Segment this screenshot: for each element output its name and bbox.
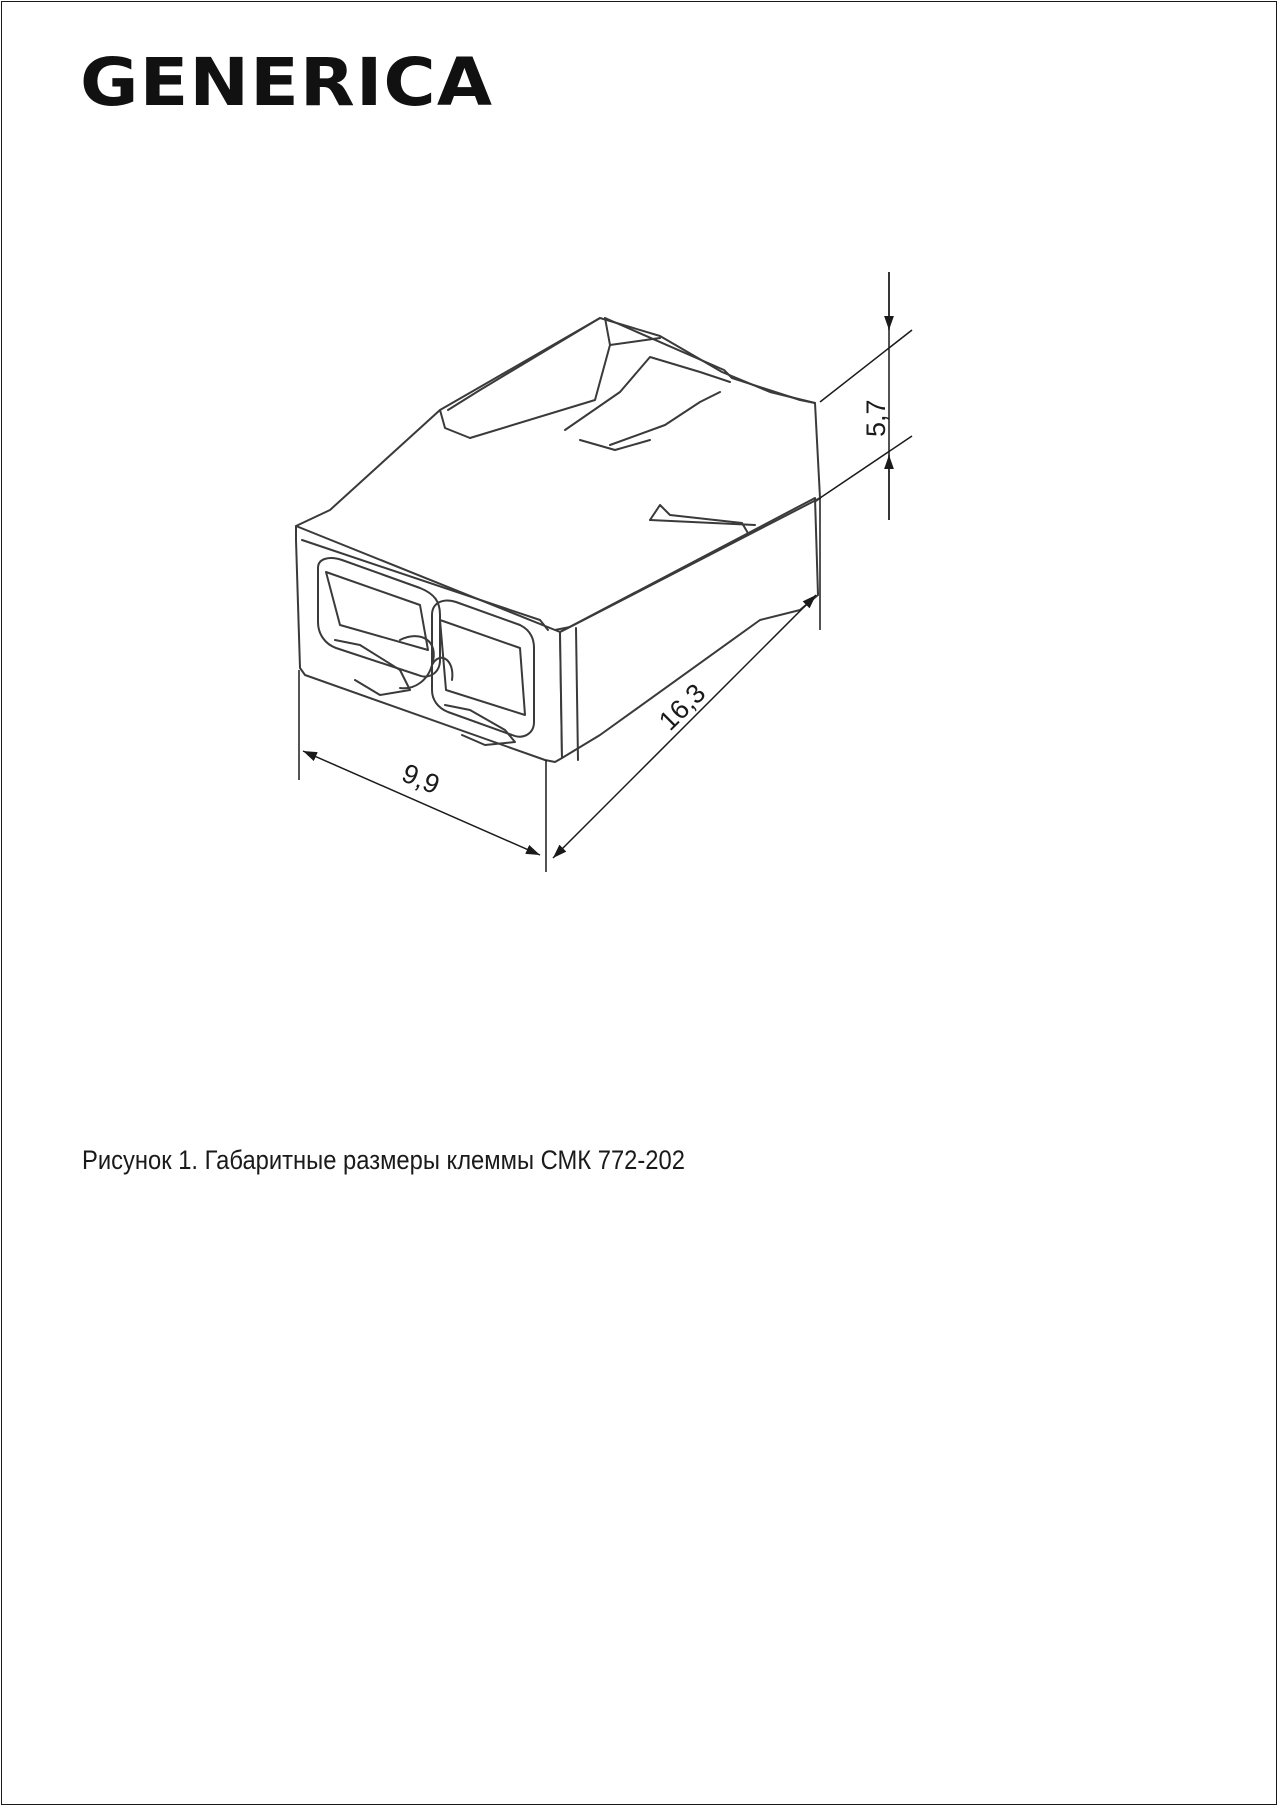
dimension-height-label: 5,7 [861,399,891,437]
figure-caption: Рисунок 1. Габаритные размеры клеммы СМК 772-202 [82,1145,685,1175]
dimension-length-label: 16,3 [653,677,712,737]
dimension-height [820,272,912,520]
brand-logo: GENERICA [80,44,494,121]
dimension-width-label: 9,9 [397,757,444,801]
connector-body [296,318,820,762]
